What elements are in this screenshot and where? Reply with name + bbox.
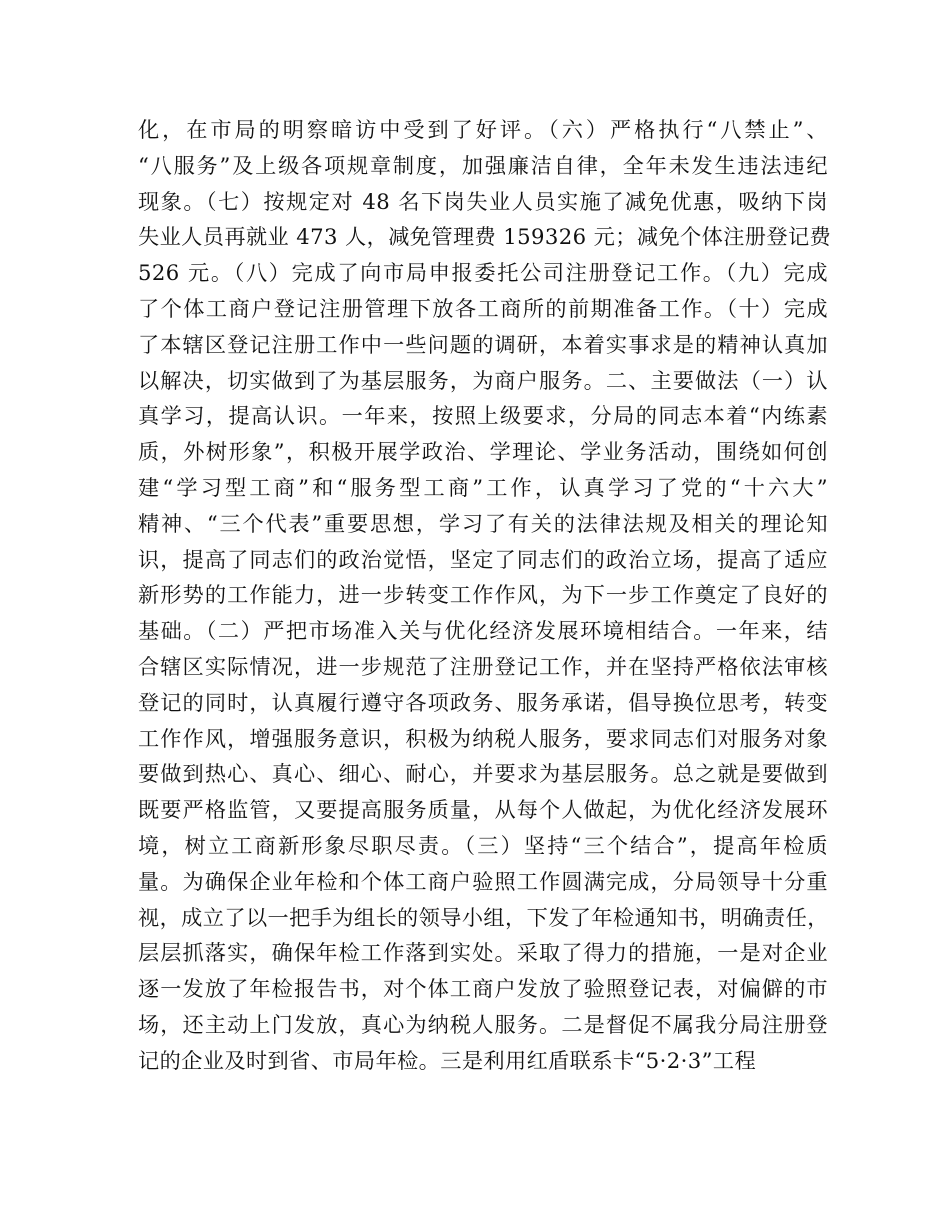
text-line: 化，在市局的明察暗访中受到了好评。（六）严格执行“八禁止”、	[138, 117, 828, 142]
body-text	[138, 112, 832, 1079]
text-line: 合辖区实际情况，进一步规范了注册登记工作，并在坚持严格依法审核	[138, 653, 828, 679]
text-line: 基础。（二）严把市场准入关与优化经济发展环境相结合。一年来，结	[138, 618, 828, 644]
text-line: 量。为确保企业年检和个体工商户验照工作圆满完成，分局领导十分重	[138, 868, 828, 894]
text-line: 精神、“三个代表”重要思想，学习了有关的法律法规及相关的理论知	[138, 510, 828, 536]
text-line: 工作作风，增强服务意识，积极为纳税人服务，要求同志们对服务对象	[138, 725, 828, 751]
text-line: 了本辖区登记注册工作中一些问题的调研，本着实事求是的精神认真加	[138, 331, 828, 357]
text-line: 以解决，切实做到了为基层服务，为商户服务。二、主要做法（一）认	[138, 367, 828, 393]
text-line: 识，提高了同志们的政治觉悟，坚定了同志们的政治立场，提高了适应	[138, 546, 828, 572]
text-line: 视，成立了以一把手为组长的领导小组，下发了年检通知书，明确责任，	[138, 904, 829, 930]
text-line: 逐一发放了年检报告书，对个体工商户发放了验照登记表，对偏僻的市	[138, 976, 828, 1002]
text-line: 境，树立工商新形象尽职尽责。（三）坚持“三个结合”，提高年检质	[138, 832, 828, 858]
text-line: 真学习，提高认识。一年来，按照上级要求，分局的同志本着“内练素	[138, 403, 828, 429]
text-line: 失业人员再就业 473 人，减免管理费 159326 元；减免个体注册登记费	[138, 224, 832, 250]
text-line: 既要严格监管，又要提高服务质量，从每个人做起，为优化经济发展环	[138, 797, 828, 823]
text-line: “八服务”及上级各项规章制度，加强廉洁自律，全年未发生违法违纪	[138, 152, 828, 178]
text-line: 建“学习型工商”和“服务型工商”工作，认真学习了党的“十六大”	[138, 474, 828, 500]
text-line: 新形势的工作能力，进一步转变工作作风，为下一步工作奠定了良好的	[138, 582, 828, 608]
text-line: 记的企业及时到省、市局年检。三是利用红盾联系卡“5·2·3”工程	[138, 1047, 757, 1073]
text-line: 526 元。（八）完成了向市局申报委托公司注册登记工作。（九）完成	[138, 260, 828, 286]
text-line: 质，外树形象”，积极开展学政治、学理论、学业务活动，围绕如何创	[138, 439, 828, 465]
text-line: 现象。（七）按规定对 48 名下岗失业人员实施了减免优惠，吸纳下岗	[138, 188, 828, 214]
text-line: 层层抓落实，确保年检工作落到实处。采取了得力的措施，一是对企业	[138, 940, 828, 966]
text-line: 了个体工商户登记注册管理下放各工商所的前期准备工作。（十）完成	[138, 295, 828, 321]
text-line: 场，还主动上门发放，真心为纳税人服务。二是督促不属我分局注册登	[138, 1011, 828, 1037]
text-line: 要做到热心、真心、细心、耐心，并要求为基层服务。总之就是要做到	[138, 761, 828, 787]
text-line: 登记的同时，认真履行遵守各项政务、服务承诺，倡导换位思考，转变	[138, 689, 828, 715]
